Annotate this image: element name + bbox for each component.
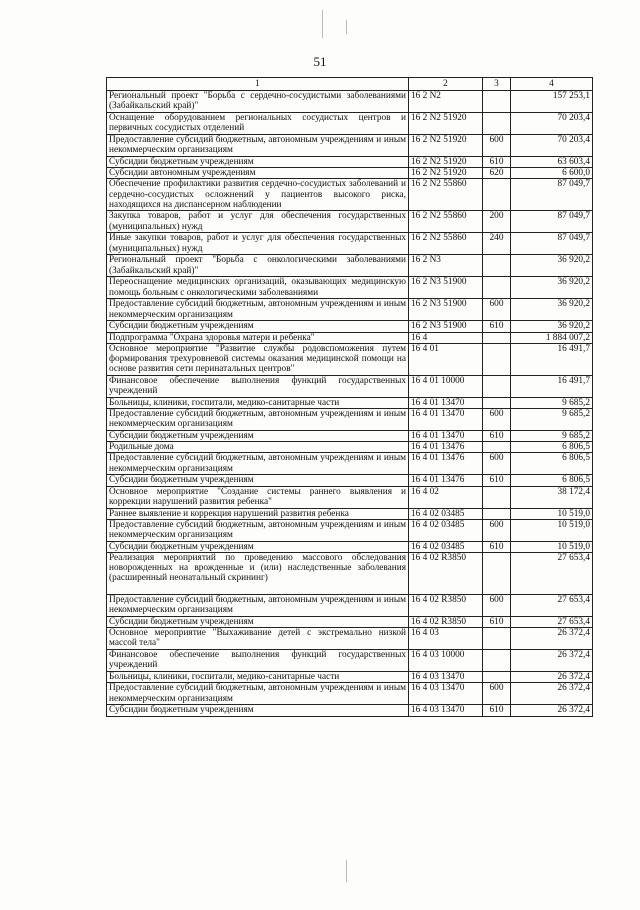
row-name: Оснащение оборудованием региональных сосудистых центров и первичных сосудистых отделений	[107, 113, 409, 135]
table-row	[107, 508, 593, 519]
row-name: Закупка товаров, работ и услуг для обеспечения государственных (муниципальных) нужд	[107, 211, 409, 233]
table-row	[107, 233, 593, 255]
row-code: 16 4 02 R3850	[409, 595, 483, 617]
row-name: Родильные дома	[107, 442, 409, 453]
table-row	[107, 211, 593, 233]
table-row	[107, 113, 593, 135]
row-type: 610	[483, 617, 511, 628]
table-row	[107, 157, 593, 168]
row-type	[483, 343, 511, 375]
row-code: 16 4 01 13470	[409, 397, 483, 408]
row-type: 200	[483, 211, 511, 233]
row-code: 16 4 03 10000	[409, 650, 483, 672]
row-name: Предоставление субсидий бюджетным, автономным учреждениям и иным некоммерческим организациям	[107, 453, 409, 475]
row-amount: 27 653,4	[511, 553, 593, 595]
table-row	[107, 475, 593, 486]
row-type: 610	[483, 541, 511, 552]
row-type: 610	[483, 157, 511, 168]
row-type: 600	[483, 453, 511, 475]
table-row	[107, 553, 593, 595]
row-name: Субсидии бюджетным учреждениям	[107, 157, 409, 168]
row-amount: 87 049,7	[511, 179, 593, 211]
row-type: 620	[483, 168, 511, 179]
column-header-type: 3	[483, 78, 511, 91]
row-name: Финансовое обеспечение выполнения функций государственных учреждений	[107, 650, 409, 672]
row-amount: 36 920,2	[511, 255, 593, 277]
row-type	[483, 255, 511, 277]
row-code: 16 2 N2 55860	[409, 233, 483, 255]
table-row	[107, 168, 593, 179]
row-name: Раннее выявление и коррекция нарушений развития ребенка	[107, 508, 409, 519]
table-row	[107, 397, 593, 408]
row-amount: 6 806,5	[511, 475, 593, 486]
row-code: 16 2 N2 51920	[409, 135, 483, 157]
row-type	[483, 179, 511, 211]
row-name: Переоснащение медицинских организаций, оказывающих медицинскую помощь больным с онкологическими заболеваниями	[107, 277, 409, 299]
row-amount: 27 653,4	[511, 617, 593, 628]
row-code: 16 4 01 13476	[409, 442, 483, 453]
row-code: 16 2 N2 51920	[409, 157, 483, 168]
row-name: Больницы, клиники, госпитали, медико-санитарные части	[107, 672, 409, 683]
row-code: 16 4 01 13470	[409, 431, 483, 442]
table-row	[107, 409, 593, 431]
row-code: 16 4 02 03485	[409, 508, 483, 519]
row-code: 16 2 N3 51900	[409, 321, 483, 332]
row-amount: 6 806,5	[511, 453, 593, 475]
row-name: Предоставление субсидий бюджетным, автономным учреждениям и иным некоммерческим организациям	[107, 299, 409, 321]
row-amount: 87 049,7	[511, 233, 593, 255]
row-amount: 36 920,2	[511, 277, 593, 299]
row-name: Предоставление субсидий бюджетным, автономным учреждениям и иным некоммерческим организациям	[107, 135, 409, 157]
row-type: 240	[483, 233, 511, 255]
row-name: Региональный проект "Борьба с онкологическими заболеваниями (Забайкальский край)"	[107, 255, 409, 277]
row-amount: 10 519,0	[511, 519, 593, 541]
row-code: 16 2 N2 51920	[409, 113, 483, 135]
scan-mark-top-2	[346, 20, 347, 34]
row-code: 16 4	[409, 332, 483, 343]
table-row	[107, 91, 593, 113]
row-type	[483, 277, 511, 299]
row-type: 600	[483, 299, 511, 321]
row-code: 16 4 03 13470	[409, 672, 483, 683]
row-name: Реализация мероприятий по проведению массового обследования новорожденных на врожденные и (или) наследственные заболевания (расширенный неонатальный скрининг)	[107, 553, 409, 595]
row-amount: 70 203,4	[511, 135, 593, 157]
table-header-row	[107, 78, 593, 91]
row-code: 16 2 N3 51900	[409, 277, 483, 299]
row-type	[483, 672, 511, 683]
row-amount: 36 920,2	[511, 321, 593, 332]
row-type	[483, 486, 511, 508]
row-type	[483, 397, 511, 408]
table-row	[107, 299, 593, 321]
row-amount: 26 372,4	[511, 672, 593, 683]
table-row	[107, 255, 593, 277]
table-row	[107, 332, 593, 343]
row-type: 600	[483, 519, 511, 541]
row-amount: 26 372,4	[511, 683, 593, 705]
table-row	[107, 683, 593, 705]
row-name: Подпрограмма "Охрана здоровья матери и ребенка"	[107, 332, 409, 343]
row-type: 610	[483, 431, 511, 442]
row-type: 600	[483, 595, 511, 617]
row-type: 600	[483, 409, 511, 431]
row-code: 16 4 01 10000	[409, 375, 483, 397]
row-type	[483, 650, 511, 672]
row-name: Субсидии бюджетным учреждениям	[107, 617, 409, 628]
column-header-name: 1	[107, 78, 409, 91]
row-amount: 87 049,7	[511, 211, 593, 233]
row-code: 16 4 02 R3850	[409, 617, 483, 628]
row-name: Субсидии бюджетным учреждениям	[107, 431, 409, 442]
table-row	[107, 442, 593, 453]
row-code: 16 2 N2	[409, 91, 483, 113]
row-name: Субсидии автономным учреждениям	[107, 168, 409, 179]
row-code: 16 4 03 13470	[409, 705, 483, 716]
row-amount: 157 253,1	[511, 91, 593, 113]
row-name: Предоставление субсидий бюджетным, автономным учреждениям и иным некоммерческим организациям	[107, 595, 409, 617]
row-type: 610	[483, 705, 511, 716]
row-amount: 63 603,4	[511, 157, 593, 168]
row-amount: 9 685,2	[511, 409, 593, 431]
column-header-amount: 4	[511, 78, 593, 91]
row-name: Субсидии бюджетным учреждениям	[107, 541, 409, 552]
table-row	[107, 541, 593, 552]
row-amount: 10 519,0	[511, 541, 593, 552]
row-type	[483, 91, 511, 113]
row-code: 16 2 N2 51920	[409, 168, 483, 179]
table-row	[107, 375, 593, 397]
table-row	[107, 431, 593, 442]
row-name: Предоставление субсидий бюджетным, автономным учреждениям и иным некоммерческим организациям	[107, 683, 409, 705]
row-type	[483, 508, 511, 519]
row-name: Субсидии бюджетным учреждениям	[107, 705, 409, 716]
table-row	[107, 672, 593, 683]
row-name: Больницы, клиники, госпитали, медико-санитарные части	[107, 397, 409, 408]
page-number: 51	[313, 54, 327, 69]
row-amount: 9 685,2	[511, 431, 593, 442]
row-type: 610	[483, 475, 511, 486]
table-row	[107, 179, 593, 211]
row-amount: 16 491,7	[511, 375, 593, 397]
row-type: 600	[483, 683, 511, 705]
row-code: 16 4 02 R3850	[409, 553, 483, 595]
row-type: 610	[483, 321, 511, 332]
row-amount: 10 519,0	[511, 508, 593, 519]
row-type	[483, 113, 511, 135]
row-name: Финансовое обеспечение выполнения функций государственных учреждений	[107, 375, 409, 397]
row-type	[483, 553, 511, 595]
table-row	[107, 617, 593, 628]
table-row	[107, 277, 593, 299]
row-code: 16 4 03	[409, 628, 483, 650]
row-name: Иные закупки товаров, работ и услуг для обеспечения государственных (муниципальных) нужд	[107, 233, 409, 255]
row-code: 16 4 01 13470	[409, 409, 483, 431]
table-row	[107, 628, 593, 650]
row-code: 16 4 02 03485	[409, 519, 483, 541]
row-code: 16 4 02	[409, 486, 483, 508]
row-amount: 36 920,2	[511, 299, 593, 321]
column-header-code: 2	[409, 78, 483, 91]
table-row	[107, 486, 593, 508]
row-amount: 1 884 007,2	[511, 332, 593, 343]
row-name: Основное мероприятие "Развитие службы родовспоможения путем формирования трехуровневой системы оказания медицинской помощи на основе развития сети перинатальных центров"	[107, 343, 409, 375]
row-amount: 26 372,4	[511, 650, 593, 672]
row-amount: 6 806,5	[511, 442, 593, 453]
table-row	[107, 453, 593, 475]
table-row	[107, 343, 593, 375]
row-type: 600	[483, 135, 511, 157]
row-code: 16 2 N3 51900	[409, 299, 483, 321]
row-amount: 9 685,2	[511, 397, 593, 408]
row-type	[483, 375, 511, 397]
row-amount: 26 372,4	[511, 705, 593, 716]
table-row	[107, 650, 593, 672]
table-row	[107, 321, 593, 332]
row-amount: 38 172,4	[511, 486, 593, 508]
row-code: 16 4 01 13476	[409, 475, 483, 486]
row-type	[483, 628, 511, 650]
scan-mark-bottom	[346, 860, 347, 882]
row-name: Основное мероприятие "Создание системы раннего выявления и коррекции нарушений развития ребенка"	[107, 486, 409, 508]
row-code: 16 4 03 13470	[409, 683, 483, 705]
row-amount: 70 203,4	[511, 113, 593, 135]
row-type	[483, 332, 511, 343]
table-row	[107, 519, 593, 541]
row-code: 16 4 01 13476	[409, 453, 483, 475]
row-code: 16 4 01	[409, 343, 483, 375]
row-code: 16 4 02 03485	[409, 541, 483, 552]
budget-table	[106, 77, 593, 717]
row-name: Региональный проект "Борьба с сердечно-сосудистыми заболеваниями (Забайкальский край)"	[107, 91, 409, 113]
table-row	[107, 595, 593, 617]
row-code: 16 2 N2 55860	[409, 211, 483, 233]
table-row	[107, 705, 593, 716]
row-name: Обеспечение профилактики развития сердечно-сосудистых заболеваний и сердечно-сосудистых осложнений у пациентов высокого риска, находящихся на диспансерном наблюдении	[107, 179, 409, 211]
row-name: Основное мероприятие "Выхаживание детей с экстремально низкой массой тела"	[107, 628, 409, 650]
row-amount: 16 491,7	[511, 343, 593, 375]
row-type	[483, 442, 511, 453]
table-body	[107, 91, 593, 717]
row-amount: 27 653,4	[511, 595, 593, 617]
table-row	[107, 135, 593, 157]
row-name: Предоставление субсидий бюджетным, автономным учреждениям и иным некоммерческим организациям	[107, 409, 409, 431]
row-name: Субсидии бюджетным учреждениям	[107, 321, 409, 332]
row-code: 16 2 N2 55860	[409, 179, 483, 211]
row-amount: 6 600,0	[511, 168, 593, 179]
row-amount: 26 372,4	[511, 628, 593, 650]
scan-mark-top	[322, 10, 323, 38]
row-code: 16 2 N3	[409, 255, 483, 277]
row-name: Субсидии бюджетным учреждениям	[107, 475, 409, 486]
row-name: Предоставление субсидий бюджетным, автономным учреждениям и иным некоммерческим организациям	[107, 519, 409, 541]
